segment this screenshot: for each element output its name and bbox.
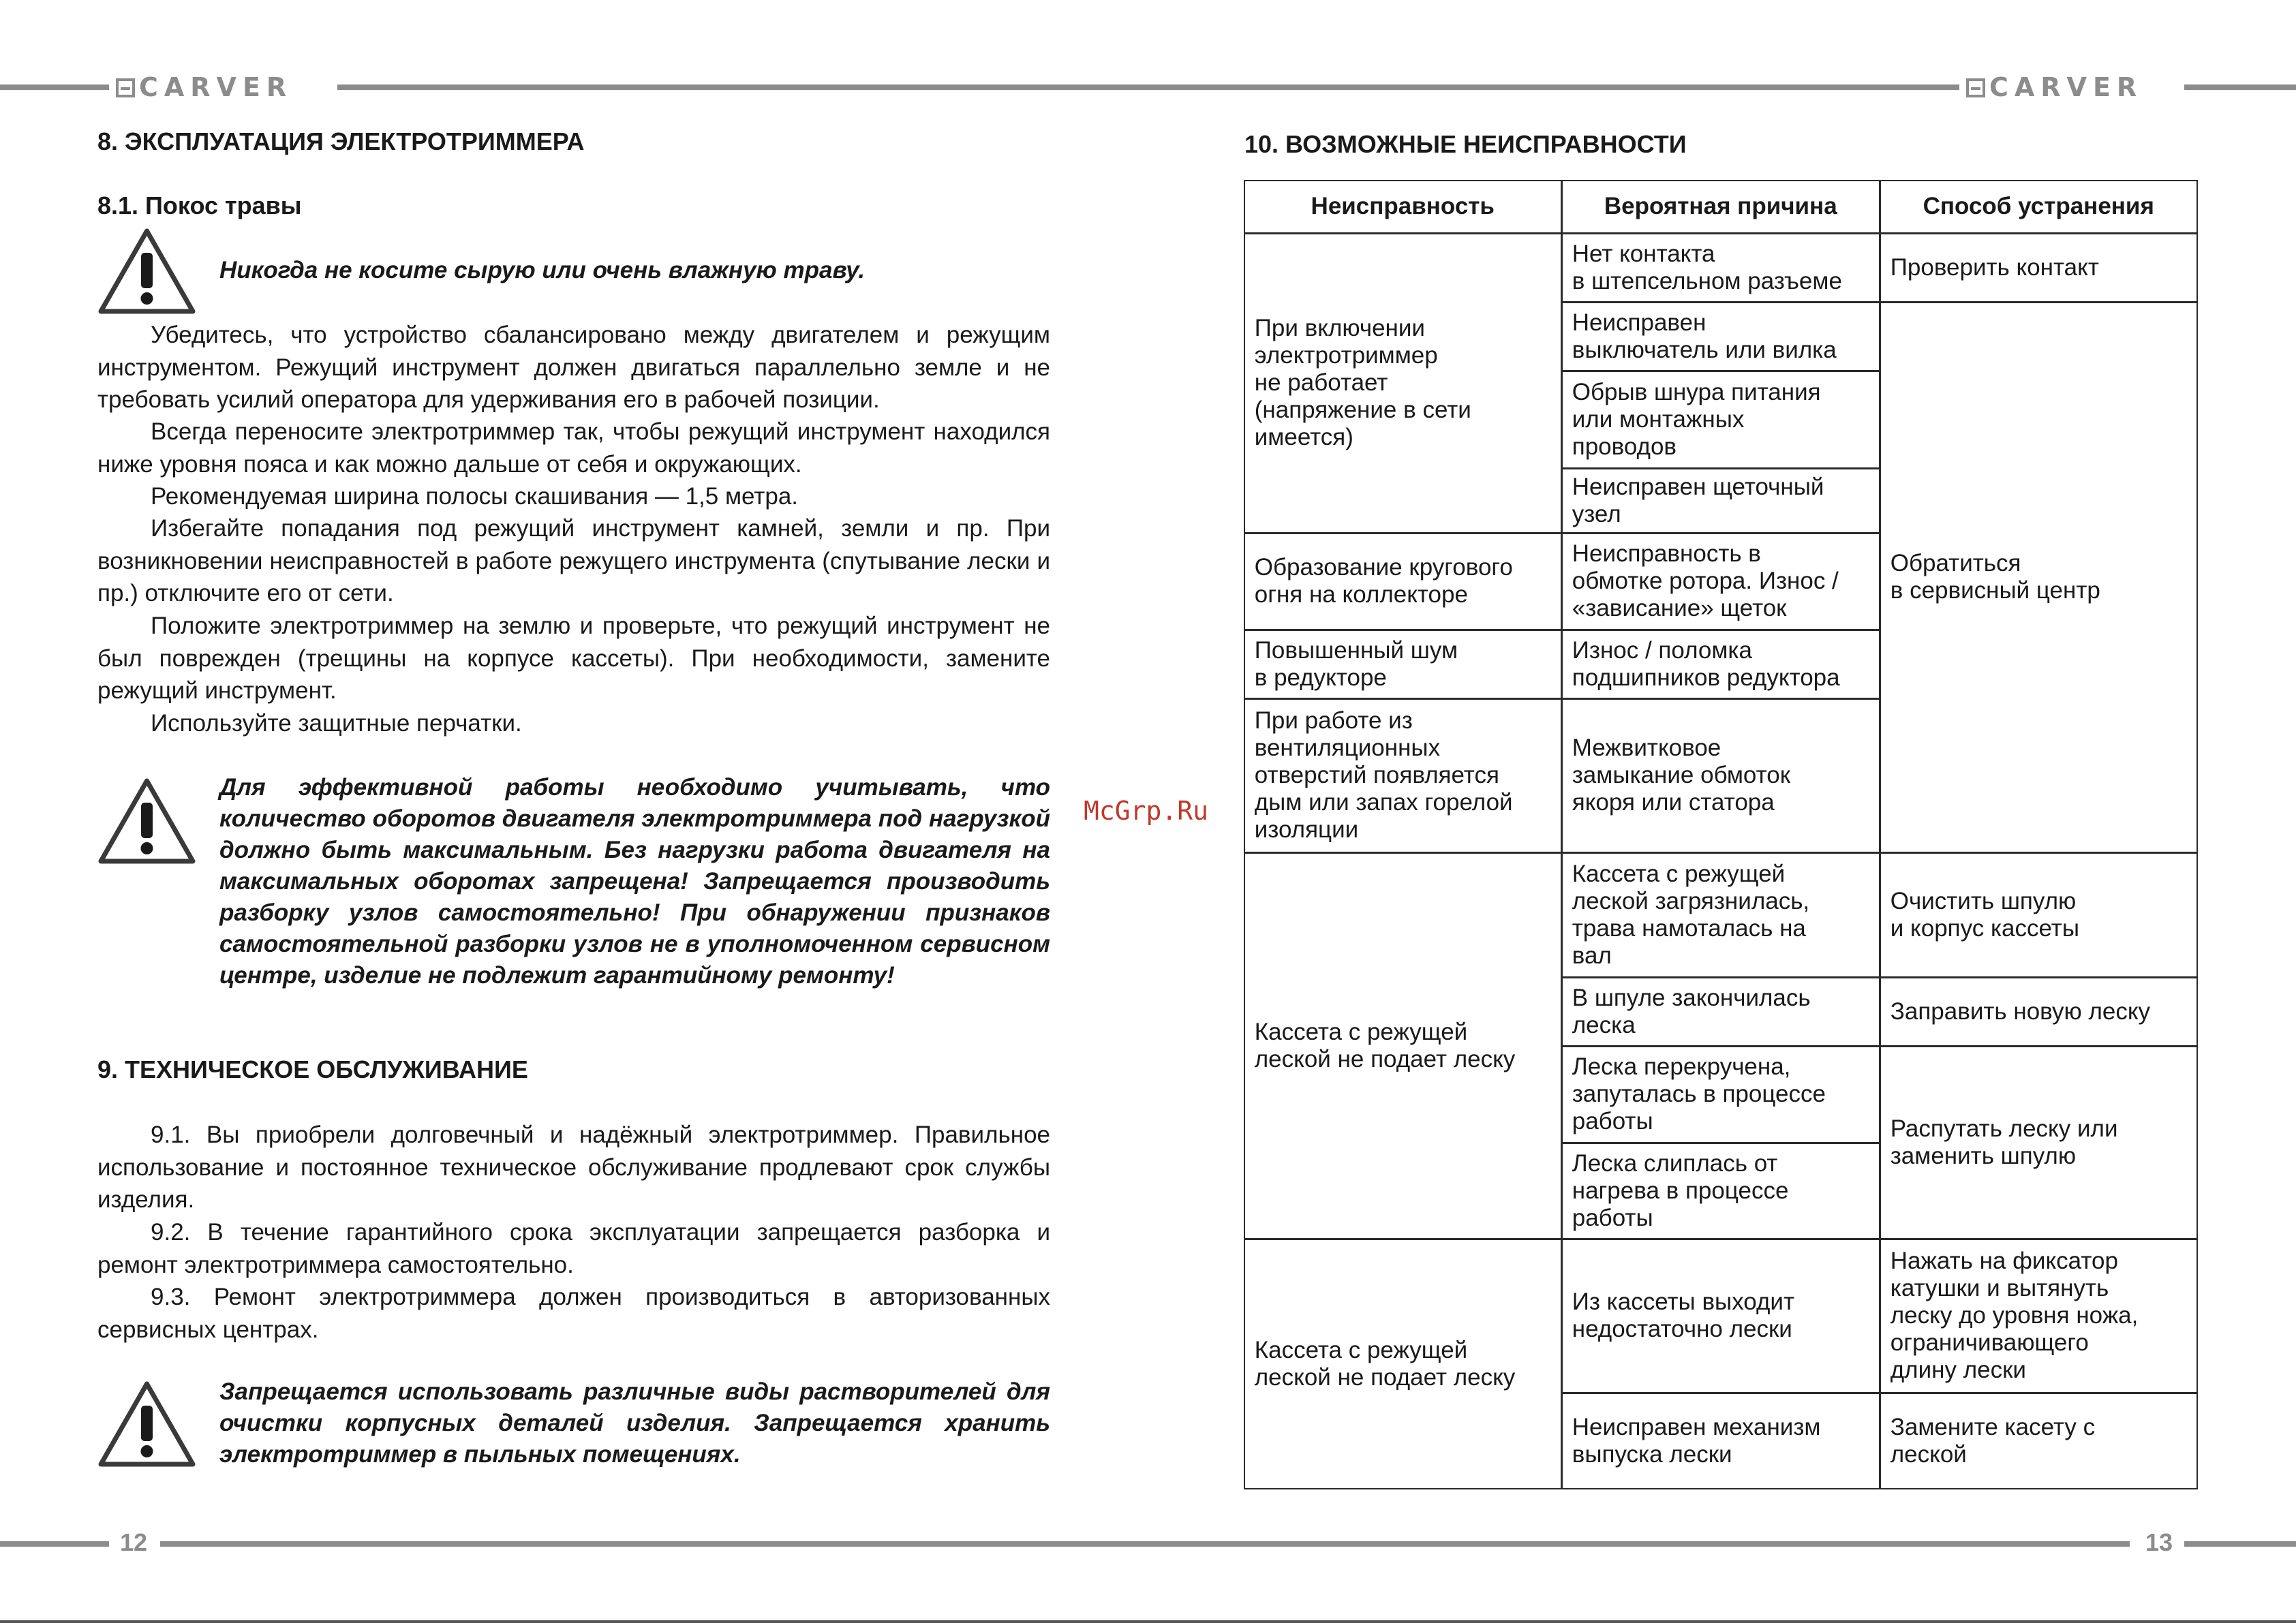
table-cell-fault: Кассета с режущей леской не подает леску xyxy=(1244,852,1562,1239)
table-cell-cause: Из кассеты выходит недостаточно лески xyxy=(1561,1239,1880,1393)
table-header-cell: Неисправность xyxy=(1244,180,1562,234)
table-cell-cause: Кассета с режущей леской загрязнилась, трава намоталась на вал xyxy=(1561,852,1880,978)
table-cell-cause: Леска перекручена, запуталась в процессе работы xyxy=(1561,1046,1880,1143)
table-cell-cause: Неисправен механизм выпуска лески xyxy=(1561,1393,1880,1489)
footer-rule-right xyxy=(2184,1541,2296,1547)
table-cell-cause: Износ / поломка подшипников редуктора xyxy=(1561,630,1880,699)
page-number-left: 12 xyxy=(120,1528,148,1556)
warning-triangle-icon xyxy=(97,777,196,865)
table-cell-cause: Неисправен щеточный узел xyxy=(1561,468,1880,534)
brand-logo-left xyxy=(116,74,292,101)
paragraph: Убедитесь, что устройство сбалансировано между двигателем и режущим инструментом. Режущий инструмент должен двигаться параллельно земле и не требовать усилий оператора для удерживания его в рабочей позиции. xyxy=(97,322,1050,413)
section-8-title: 8. ЭКСПЛУАТАЦИЯ ЭЛЕКТРОТРИММЕРА xyxy=(97,127,585,155)
troubleshooting-table xyxy=(1244,181,2199,1490)
footer-rule-center xyxy=(160,1541,2130,1547)
table-cell-fault: Кассета с режущей леской не подает леску xyxy=(1244,1239,1562,1489)
table-cell-remedy: Распутать леску или заменить шпулю xyxy=(1880,1046,2198,1239)
table-cell-fault: При работе из вентиляционных отверстий появляется дым или запах горелой изоляции xyxy=(1244,698,1562,853)
bottom-edge-rule xyxy=(0,1620,2296,1623)
table-cell-cause: В шпуле закончилась леска xyxy=(1561,977,1880,1047)
table-header-cell: Вероятная причина xyxy=(1561,180,1880,234)
table-cell-cause: Леска слиплась от нагрева в процессе работы xyxy=(1561,1143,1880,1239)
warning-wet-grass: Никогда не косите сырую или очень влажную траву. xyxy=(219,257,866,283)
section-8-1-title: 8.1. Покос травы xyxy=(97,191,302,219)
brand-logo-right xyxy=(1966,74,2143,101)
paragraph: Всегда переносите электротриммер так, чтобы режущий инструмент находился ниже уровня пояса и как можно дальше от себя и окружающих. xyxy=(97,418,1050,478)
header-rule-right xyxy=(2184,84,2296,90)
table-cell-cause: Неисправность в обмотке ротора. Износ / «зависание» щеток xyxy=(1561,533,1880,630)
section-10-title: 10. ВОЗМОЖНЫЕ НЕИСПРАВНОСТИ xyxy=(1244,130,1687,158)
paragraph: Положите электротриммер на землю и проверьте, что режущий инструмент не был поврежден (трещины на корпусе кассеты). При необходимости, замените режущий инструмент. xyxy=(97,613,1050,704)
paragraph: 9.1. Вы приобрели долговечный и надёжный электротриммер. Правильное использование и постоянное техническое обслуживание продлевают срок службы изделия. xyxy=(97,1122,1050,1213)
table-cell-remedy: Обратиться в сервисный центр xyxy=(1880,302,2198,853)
table-cell-cause: Неисправен выключатель или вилка xyxy=(1561,302,1880,371)
page-number-right: 13 xyxy=(2145,1528,2173,1556)
section-9-title: 9. ТЕХНИЧЕСКОЕ ОБСЛУЖИВАНИЕ xyxy=(97,1055,528,1083)
header-rule-left xyxy=(0,84,109,90)
header-rule-center xyxy=(337,84,1959,90)
table-cell-cause: Обрыв шнура питания или монтажных проводов xyxy=(1561,371,1880,469)
table-cell-cause: Межвитковое замыкание обмоток якоря или статора xyxy=(1561,698,1880,853)
table-cell-cause: Нет контакта в штепсельном разъеме xyxy=(1561,233,1880,303)
footer-rule-left xyxy=(0,1541,109,1547)
table-cell-remedy: Проверить контакт xyxy=(1880,233,2198,303)
brand-text: CARVER xyxy=(1989,72,2143,102)
table-cell-remedy: Заправить новую леску xyxy=(1880,977,2198,1047)
table-cell-fault: При включении электротриммер не работает (напряжение в сети имеется) xyxy=(1244,233,1562,534)
table-cell-remedy: Очистить шпулю и корпус кассеты xyxy=(1880,852,2198,978)
warning-triangle-icon xyxy=(97,1380,196,1468)
watermark: McGrp.Ru xyxy=(1084,796,1209,826)
carver-mark-icon xyxy=(116,78,135,97)
table-cell-remedy: Замените касету с леской xyxy=(1880,1393,2198,1489)
paragraph: Рекомендуемая ширина полосы скашивания — 1,5 метра. xyxy=(151,483,799,510)
brand-text: CARVER xyxy=(139,72,293,102)
table-cell-fault: Повышенный шум в редукторе xyxy=(1244,630,1562,699)
paragraph: Избегайте попадания под режущий инструмент камней, земли и пр. При возникновении неисправностей в работе режущего инструмента (спутывание лески и пр.) отключите его от сети. xyxy=(97,515,1050,606)
warning-triangle-icon xyxy=(97,227,196,315)
paragraph: 9.3. Ремонт электротриммера должен производиться в авторизованных сервисных центрах. xyxy=(97,1284,1050,1343)
warning-engine-load: Для эффективной работы необходимо учитывать, что количество оборотов двигателя электротриммера под нагрузкой должно быть максимальным. Без нагрузки работа двигателя на максимальных оборотах запрещена! Запрещается производить разборку узлов самостоятельно! При обнаружении признаков самостоятельной разборки узлов не в уполномоченном сервисном центре, изделие не подлежит гарантийному ремонту! xyxy=(219,774,1050,989)
paragraph: 9.2. В течение гарантийного срока эксплуатации запрещается разборка и ремонт электротриммера самостоятельно. xyxy=(97,1219,1050,1278)
warning-solvents: Запрещается использовать различные виды растворителей для очистки корпусных деталей изделия. Запрещается хранить электротриммер в пыльных помещениях. xyxy=(219,1378,1050,1468)
table-cell-fault: Образование кругового огня на коллекторе xyxy=(1244,533,1562,630)
table-header-cell: Способ устранения xyxy=(1880,180,2198,234)
table-cell-remedy: Нажать на фиксатор катушки и вытянуть леску до уровня ножа, ограничивающего длину лески xyxy=(1880,1239,2198,1393)
paragraph: Используйте защитные перчатки. xyxy=(151,710,522,737)
carver-mark-icon xyxy=(1966,78,1985,97)
